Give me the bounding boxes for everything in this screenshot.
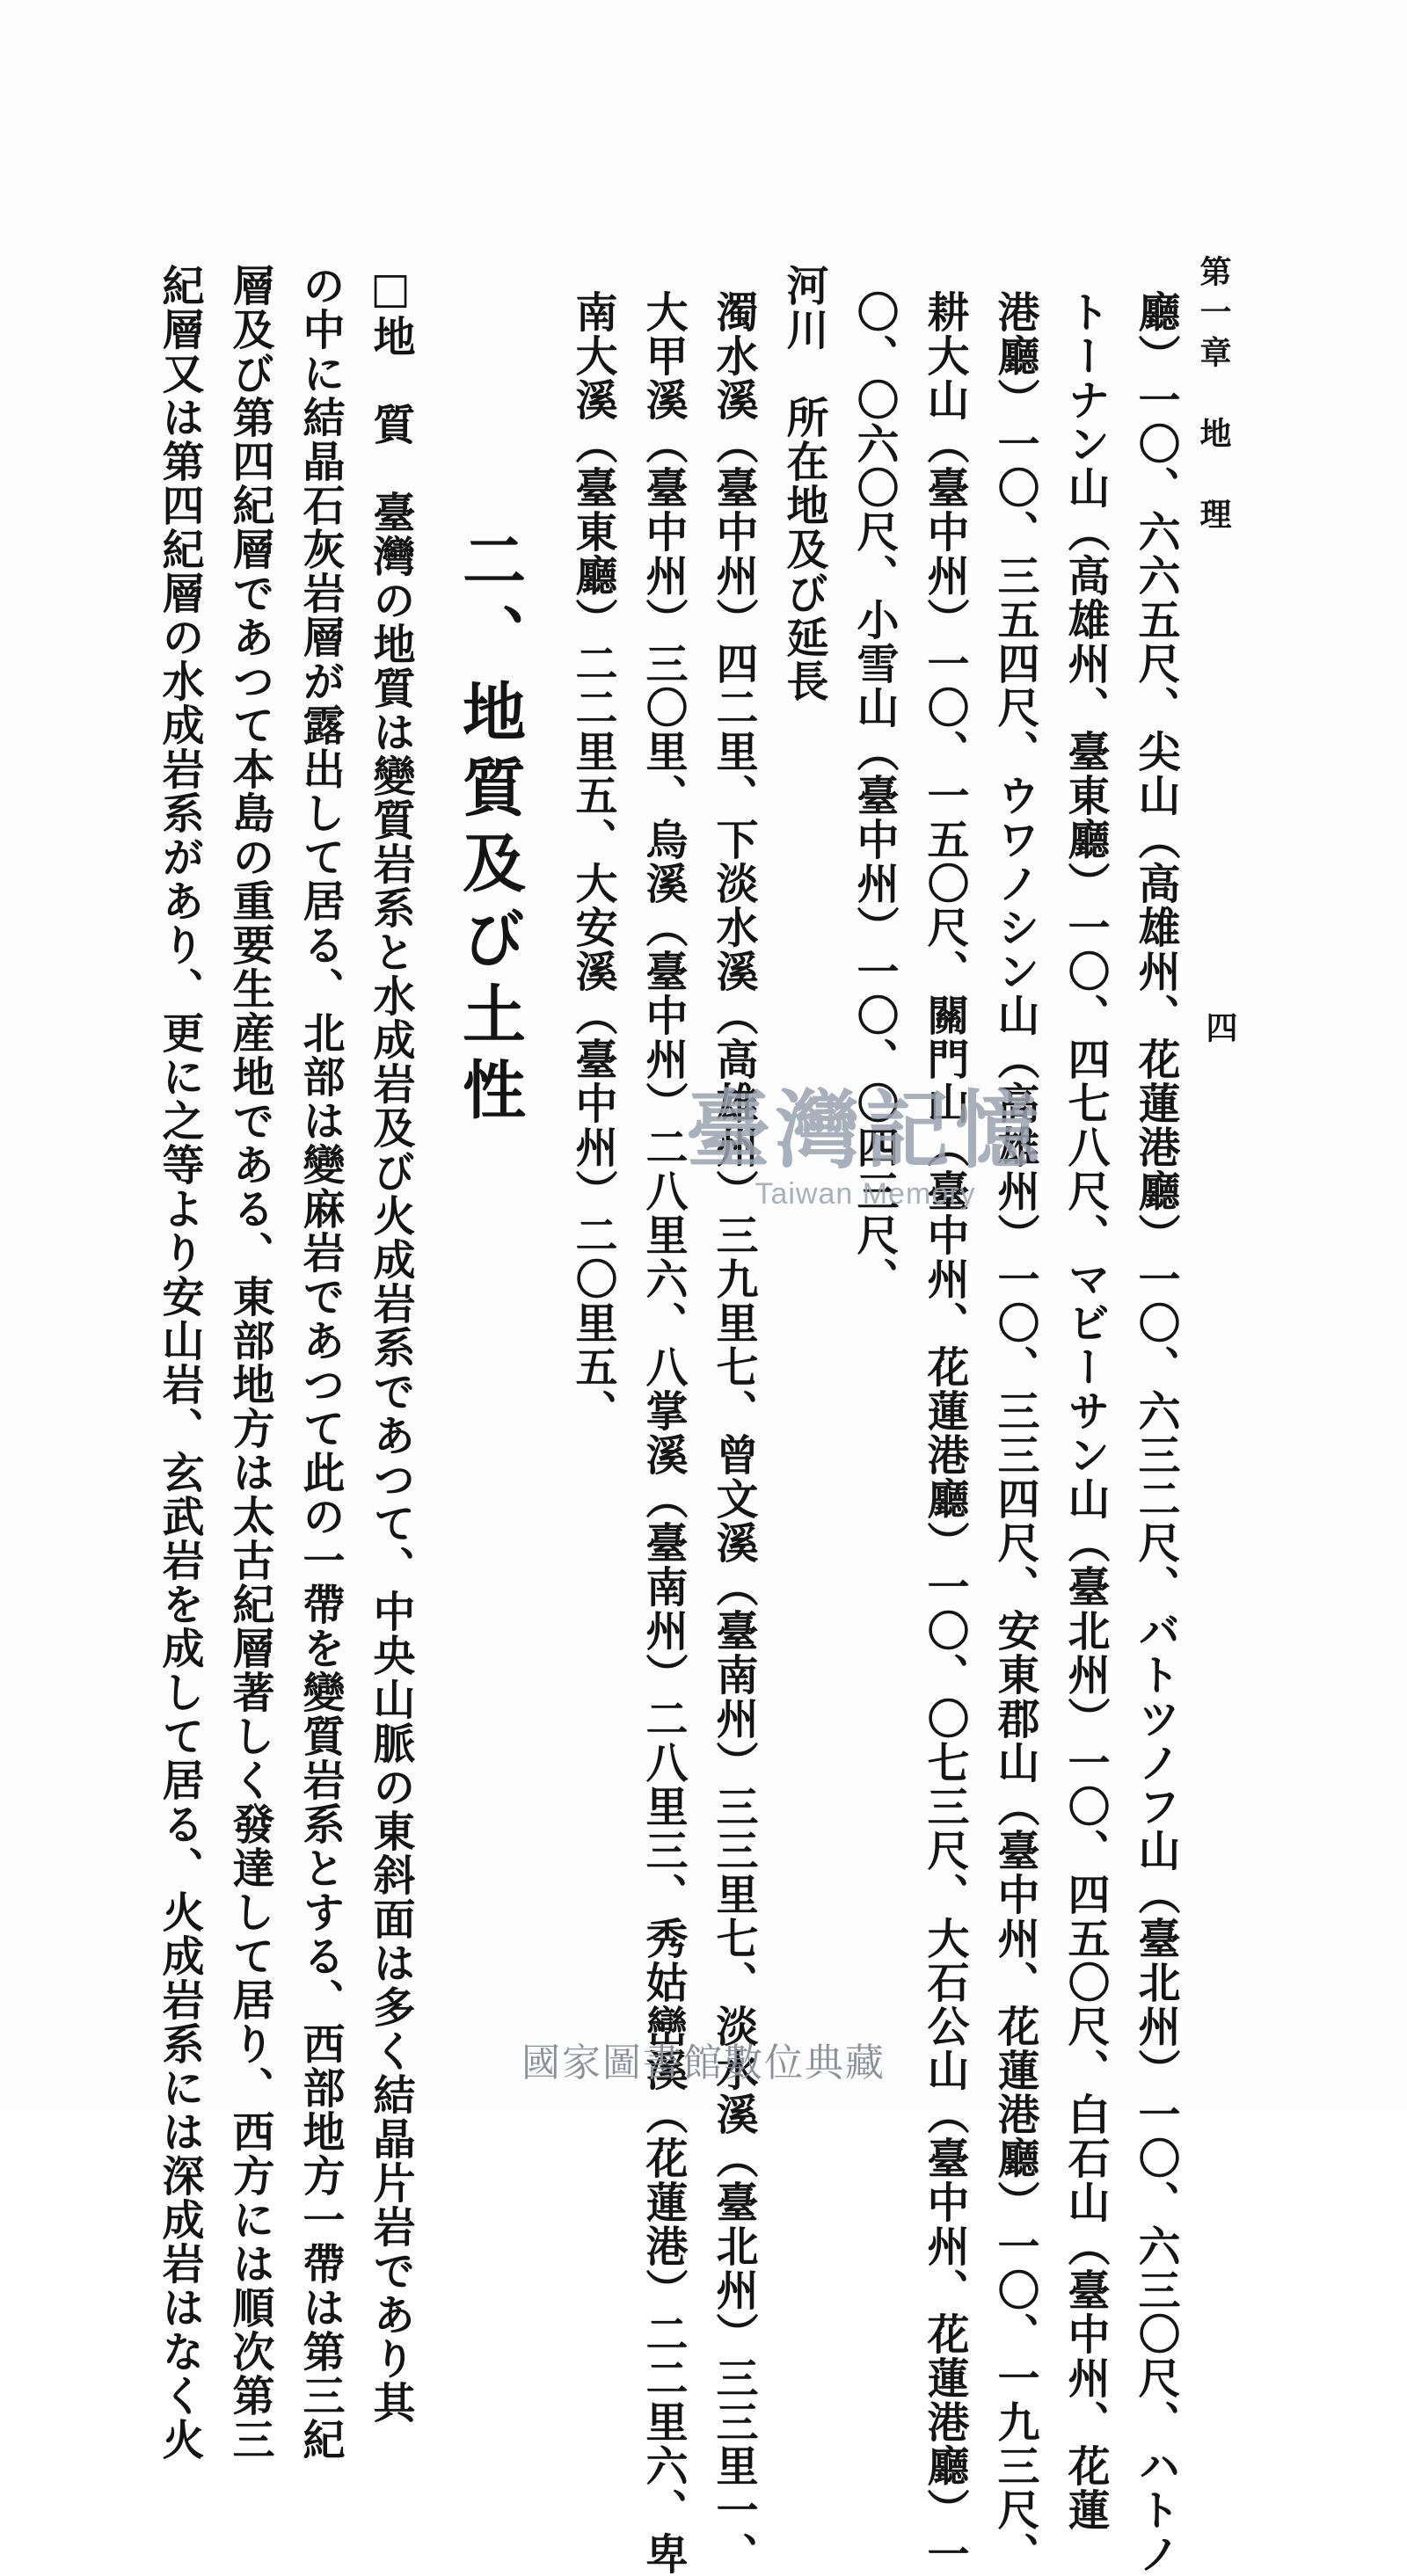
text-column-4: 耕大山（臺中州）一〇、一五〇尺、關門山（臺中州、花蓮港廳）一〇、〇七三尺、大石公山（臺中州、花蓮港廳）一 — [920, 290, 969, 2576]
text-column-8: 南大溪（臺東廳）二二里五、大安溪（臺中州）二〇里五、 — [568, 290, 617, 1433]
page-number: 四 — [1201, 1011, 1238, 1043]
text-column-9: □地 質 臺灣の地質は變質岩系と水成岩及び火成岩系であつて、中央山脈の東斜面は多く結晶片岩であり其 — [366, 264, 415, 2425]
text-column-12: 紀層又は第四紀層の水成岩系があり、更に之等より安山岩、玄武岩を成して居る、火成岩系には深成岩はなく火 — [155, 264, 204, 2462]
text-column-5: 〇、〇六〇尺、小雪山（臺中州）一〇、〇四三尺、 — [849, 290, 899, 1301]
text-column-11: 層及び第四紀層であつて本島の重要生産地である、東部地方は太古紀層著しく發達して居り、西方には順次第三 — [225, 264, 274, 2462]
text-column-10: の中に結晶石灰岩層が露出して居る、北部は變麻岩であつて此の一帶を變質岩系とする、西部地方一帶は第三紀 — [295, 264, 345, 2462]
library-footer: 國家圖書館數位典藏 — [521, 2041, 886, 2085]
text-column-3: 港廳）一〇、三五四尺、ウワノシン山（高雄州）一〇、三三四尺、安東郡山（臺中州、花蓮港廳）一〇、一九三尺、 — [990, 290, 1039, 2576]
rivers-heading: 河川 所在地及び延長 — [779, 264, 828, 703]
text-column-7: 大甲溪（臺中州）三〇里、烏溪（臺中州）二八里六、八掌溪（臺南州）二八里三、秀姑巒溪（花蓮港）二二里六、卑 — [638, 290, 688, 2576]
text-column-1: 廳）一〇、六六五尺、尖山（高雄州、花蓮港廳）一〇、六三二尺、バトツノフ山（臺北州）一〇、六三〇尺、ハトノ — [1131, 290, 1180, 2576]
watermark-english: Taiwan Memory — [755, 1177, 976, 1211]
text-column-2: トーナン山（高雄州、臺東廳）一〇、四七八尺、マビーサン山（臺北州）一〇、四五〇尺、白石山（臺中州、花蓮 — [1061, 290, 1110, 2532]
taiwan-memory-watermark — [686, 1064, 1045, 1212]
chapter-header: 第一章 地 理 — [1195, 255, 1232, 538]
text-column-6: 濁水溪（臺中州）四二里、下淡水溪（高雄州）三九里七、曾文溪（臺南州）三三里七、淡水溪（臺北州）三三里一、 — [709, 290, 758, 2576]
watermark-chinese: 臺灣記憶 — [686, 1081, 1045, 1180]
section-heading: 二、地質及び土性 — [452, 528, 527, 1132]
